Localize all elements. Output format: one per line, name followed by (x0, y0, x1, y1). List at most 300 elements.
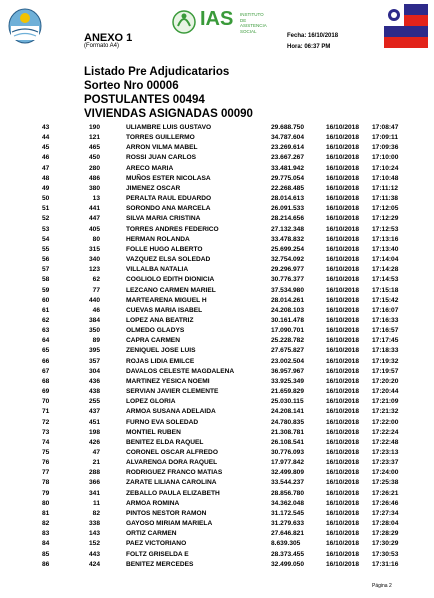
postulante-name: ARECO MARIA (126, 164, 174, 172)
sorteo-time: 17:18:33 (372, 347, 399, 355)
row-index: 61 (42, 306, 50, 314)
postulante-name: BENITEZ ELDA RAQUEL (126, 438, 204, 446)
row-index: 49 (42, 184, 50, 192)
dni: 26.108.541 (271, 438, 305, 446)
row-index: 53 (42, 225, 50, 233)
row-index: 48 (42, 174, 50, 182)
table-row (0, 123, 434, 133)
table-row (0, 174, 434, 184)
row-index: 58 (42, 276, 50, 284)
table-row (0, 509, 434, 519)
sorteo-time: 17:30:29 (372, 540, 399, 548)
sorteo-date: 16/10/2018 (326, 499, 360, 507)
sorteo-time: 17:22:48 (372, 438, 399, 446)
dni: 28.214.656 (271, 215, 305, 223)
sorteo-date: 16/10/2018 (326, 316, 360, 324)
row-index: 85 (42, 550, 50, 558)
ias-subtitle-1: INSTITUTO (240, 12, 264, 17)
ias-subtitle-2: DE ASISTENCIA (240, 17, 267, 28)
sorteo-time: 17:12:53 (372, 225, 399, 233)
sorteo-date: 16/10/2018 (326, 438, 360, 446)
ias-brand-text: IAS (200, 8, 234, 30)
sorteo-date: 16/10/2018 (326, 235, 360, 243)
sorteo-date: 16/10/2018 (326, 144, 360, 152)
table-row (0, 336, 434, 346)
postulante-name: LOPEZ GLORIA (126, 398, 176, 406)
postulante-name: PAEZ VICTORIANO (126, 540, 187, 548)
table-row (0, 529, 434, 539)
bolilla-number: 340 (88, 256, 100, 264)
sorteo-time: 17:23:13 (372, 449, 399, 456)
row-index: 73 (42, 428, 50, 436)
bolilla-number: 395 (88, 347, 100, 355)
bolilla-number: 426 (88, 438, 100, 446)
sorteo-time: 17:14:53 (372, 276, 399, 284)
anexo-title: ANEXO 1 (84, 32, 133, 44)
dni: 33.925.349 (271, 377, 305, 385)
bolilla-number: 341 (88, 489, 100, 497)
table-row (0, 286, 434, 296)
dni: 23.269.614 (271, 144, 305, 152)
bolilla-number: 441 (88, 205, 100, 213)
dni: 32.499.050 (271, 560, 305, 568)
table-row (0, 326, 434, 336)
sorteo-date: 16/10/2018 (326, 256, 360, 264)
bolilla-number: 304 (88, 367, 100, 375)
sorteo-date: 16/10/2018 (326, 184, 360, 192)
sorteo-time: 17:28:29 (372, 530, 399, 538)
row-index: 75 (42, 449, 50, 456)
sorteo-date: 16/10/2018 (326, 327, 360, 335)
row-index: 44 (42, 134, 50, 142)
dni: 24.780.835 (271, 418, 305, 426)
report-time: Hora: 06:37 PM (287, 44, 331, 50)
table-row (0, 265, 434, 275)
sorteo-time: 17:10:00 (372, 154, 399, 162)
sorteo-time: 17:22:24 (372, 428, 399, 436)
bolilla-number: 424 (88, 560, 100, 568)
bolilla-number: 123 (88, 266, 100, 274)
bolilla-number: 405 (88, 225, 100, 233)
bolilla-number: 62 (92, 276, 100, 284)
bolilla-number: 255 (88, 398, 100, 406)
sorteo-date: 16/10/2018 (326, 408, 360, 416)
sorteo-time: 17:09:36 (372, 144, 399, 152)
bolilla-number: 198 (88, 428, 100, 436)
sorteo-time: 17:20:44 (372, 388, 399, 396)
postulante-name: BENITEZ MERCEDES (126, 560, 194, 568)
postulante-name: SORONDO ANA MARCELA (126, 205, 211, 213)
table-row (0, 245, 434, 255)
ias-subtitle-3: SOCIAL (240, 28, 257, 34)
dni: 17.090.701 (271, 327, 305, 335)
row-index: 68 (42, 377, 50, 385)
bolilla-number: 190 (88, 124, 100, 131)
dni: 24.208.103 (271, 306, 305, 314)
row-index: 46 (42, 154, 50, 162)
postulante-name: COGLIOLO EDITH DIONICIA (126, 276, 215, 284)
table-row (0, 367, 434, 377)
dni: 21.659.829 (271, 388, 305, 396)
sorteo-date: 16/10/2018 (326, 134, 360, 142)
sorteo-time: 17:11:12 (372, 184, 399, 192)
sorteo-date: 16/10/2018 (326, 530, 360, 538)
dni: 29.688.750 (271, 124, 305, 131)
dni: 30.776.093 (271, 449, 305, 456)
dni: 33.481.942 (271, 164, 305, 172)
sorteo-date: 16/10/2018 (326, 347, 360, 355)
sorteo-date: 16/10/2018 (326, 266, 360, 274)
row-index: 81 (42, 509, 50, 517)
sorteo-time: 17:20:20 (372, 377, 399, 385)
postulante-name: LEZCANO CARMEN MARIEL (126, 286, 216, 294)
row-index: 65 (42, 347, 50, 355)
row-index: 78 (42, 479, 50, 487)
postulante-name: ZENIQUEL JOSE LUIS (126, 347, 196, 355)
row-index: 77 (42, 469, 50, 477)
postulante-name: LOPEZ ANA BEATRIZ (126, 316, 194, 324)
postulante-name: SILVA MARIA CRISTINA (126, 215, 201, 223)
dni: 25.228.782 (271, 337, 305, 345)
dni: 26.091.533 (271, 205, 305, 213)
postulante-name: ROSSI JUAN CARLOS (126, 154, 196, 162)
table-row (0, 153, 434, 163)
viviendas-count: VIVIENDAS ASIGNADAS 00090 (84, 108, 253, 120)
row-index: 64 (42, 337, 50, 345)
sorteo-time: 17:25:38 (372, 479, 399, 487)
row-index: 69 (42, 388, 50, 396)
anexo-subtitle: (Formato A4) (84, 43, 120, 49)
table-row (0, 448, 434, 458)
postulante-name: ALVARENGA DORA RAQUEL (126, 459, 218, 467)
postulante-name: OLMEDO GLADYS (126, 327, 185, 335)
row-index: 63 (42, 327, 50, 335)
bolilla-number: 315 (88, 245, 100, 253)
sorteo-time: 17:27:34 (372, 509, 399, 517)
sorteo-date: 16/10/2018 (326, 215, 360, 223)
table-row (0, 316, 434, 326)
row-index: 71 (42, 408, 50, 416)
bolilla-number: 380 (88, 184, 100, 192)
sorteo-date: 16/10/2018 (326, 154, 360, 162)
dni: 27.675.827 (271, 347, 305, 355)
table-row (0, 560, 434, 570)
table-row (0, 255, 434, 265)
sorteo-time: 17:24:00 (372, 469, 399, 477)
row-index: 76 (42, 459, 50, 467)
row-index: 56 (42, 256, 50, 264)
table-row (0, 397, 434, 407)
sorteo-time: 17:11:38 (372, 195, 399, 203)
sorteo-time: 17:13:40 (372, 245, 399, 253)
dni: 34.362.048 (271, 499, 305, 507)
bolilla-number: 366 (88, 479, 100, 487)
sorteo-date: 16/10/2018 (326, 520, 360, 528)
postulante-name: ARMOA ROMINA (126, 499, 180, 507)
bolilla-number: 89 (92, 337, 100, 345)
sorteo-time: 17:28:04 (372, 520, 399, 528)
sorteo-date: 16/10/2018 (326, 174, 360, 182)
bolilla-number: 82 (92, 509, 100, 517)
adjudicatarios-table (0, 123, 434, 570)
dni: 29.775.054 (271, 174, 305, 182)
table-row (0, 225, 434, 235)
sorteo-time: 17:13:16 (372, 235, 399, 243)
sorteo-time: 17:19:32 (372, 357, 399, 365)
bolilla-number: 357 (88, 357, 100, 365)
row-index: 74 (42, 438, 50, 446)
table-row (0, 164, 434, 174)
row-index: 50 (42, 195, 50, 203)
table-row (0, 357, 434, 367)
bolilla-number: 438 (88, 388, 100, 396)
row-index: 51 (42, 205, 50, 213)
bolilla-number: 152 (88, 540, 100, 548)
sorteo-time: 17:10:24 (372, 164, 399, 172)
sorteo-date: 16/10/2018 (326, 449, 360, 456)
sorteo-date: 16/10/2018 (326, 286, 360, 294)
table-row (0, 296, 434, 306)
sorteo-time: 17:14:04 (372, 256, 399, 264)
table-row (0, 346, 434, 356)
sorteo-time: 17:14:28 (372, 266, 399, 274)
list-title: Listado Pre Adjudicatarios (84, 66, 230, 78)
postulante-name: TORRES GUILLERMO (126, 134, 195, 142)
dni: 28.373.455 (271, 550, 305, 558)
sorteo-time: 17:26:21 (372, 489, 399, 497)
dni: 23.002.504 (271, 357, 305, 365)
sorteo-date: 16/10/2018 (326, 357, 360, 365)
sorteo-date: 16/10/2018 (326, 428, 360, 436)
sorteo-time: 17:16:57 (372, 327, 399, 335)
bolilla-number: 465 (88, 144, 100, 152)
postulante-name: VILLALBA NATALIA (126, 266, 189, 274)
row-index: 54 (42, 235, 50, 243)
sorteo-date: 16/10/2018 (326, 489, 360, 497)
table-row (0, 458, 434, 468)
bolilla-number: 21 (92, 459, 100, 467)
sorteo-date: 16/10/2018 (326, 377, 360, 385)
row-index: 70 (42, 398, 50, 406)
sorteo-date: 16/10/2018 (326, 560, 360, 568)
row-index: 86 (42, 560, 50, 568)
table-row (0, 194, 434, 204)
sorteo-date: 16/10/2018 (326, 195, 360, 203)
bolilla-number: 121 (88, 134, 100, 142)
table-row (0, 407, 434, 417)
row-index: 52 (42, 215, 50, 223)
sorteo-number: Sorteo Nro 00006 (84, 80, 179, 92)
table-row (0, 184, 434, 194)
table-row (0, 275, 434, 285)
bolilla-number: 46 (92, 306, 100, 314)
table-row (0, 204, 434, 214)
sorteo-date: 16/10/2018 (326, 388, 360, 396)
row-index: 79 (42, 489, 50, 497)
postulante-name: FOLTZ GRISELDA E (126, 550, 189, 558)
sorteo-time: 17:15:18 (372, 286, 399, 294)
table-row (0, 489, 434, 499)
dni: 30.776.377 (271, 276, 305, 284)
postulante-name: FOLLE HUGO ALBERTO (126, 245, 203, 253)
table-row (0, 133, 434, 143)
bolilla-number: 384 (88, 316, 100, 324)
dni: 25.699.254 (271, 245, 305, 253)
sorteo-time: 17:09:11 (372, 134, 399, 142)
sorteo-date: 16/10/2018 (326, 306, 360, 314)
dni: 21.308.781 (271, 428, 305, 436)
row-index: 47 (42, 164, 50, 172)
row-index: 57 (42, 266, 50, 274)
sorteo-date: 16/10/2018 (326, 469, 360, 477)
flag-crest-icon (384, 4, 428, 48)
postulante-name: CAPRA CARMEN (126, 337, 180, 345)
postulante-name: PINTOS NESTOR RAMON (126, 509, 207, 517)
dni: 27.132.348 (271, 225, 305, 233)
table-row (0, 539, 434, 549)
table-row (0, 377, 434, 387)
bolilla-number: 338 (88, 520, 100, 528)
bolilla-number: 288 (88, 469, 100, 477)
bolilla-number: 280 (88, 164, 100, 172)
sorteo-time: 17:16:07 (372, 306, 399, 314)
dni: 31.172.545 (271, 509, 305, 517)
page-number: Página 2 (372, 583, 392, 589)
table-row (0, 550, 434, 560)
table-row (0, 214, 434, 224)
row-index: 43 (42, 124, 50, 131)
postulante-name: HERMAN ROLANDA (126, 235, 190, 243)
postulante-name: PERALTA RAUL EDUARDO (126, 195, 212, 203)
sorteo-date: 16/10/2018 (326, 124, 360, 131)
bolilla-number: 447 (88, 215, 100, 223)
bolilla-number: 47 (92, 449, 100, 456)
row-index: 45 (42, 144, 50, 152)
postulante-name: TORRES ANDRES FEDERICO (126, 225, 219, 233)
dni: 30.161.478 (271, 316, 305, 324)
sorteo-time: 17:16:33 (372, 316, 399, 324)
sorteo-time: 17:21:09 (372, 398, 399, 406)
postulante-name: MUÑOS ESTER NICOLASA (126, 174, 211, 182)
postulante-name: ARRON VILMA MABEL (126, 144, 198, 152)
table-row (0, 306, 434, 316)
dni: 27.646.821 (271, 530, 305, 538)
dni: 25.030.115 (271, 398, 304, 406)
sorteo-date: 16/10/2018 (326, 367, 360, 375)
postulante-name: SERVIAN JAVIER CLEMENTE (126, 388, 219, 396)
row-index: 84 (42, 540, 50, 548)
sorteo-date: 16/10/2018 (326, 225, 360, 233)
postulante-name: MARTINEZ YESICA NOEMI (126, 377, 210, 385)
row-index: 62 (42, 316, 50, 324)
sorteo-date: 16/10/2018 (326, 418, 360, 426)
postulantes-count: POSTULANTES 00494 (84, 94, 205, 106)
bolilla-number: 11 (93, 499, 100, 507)
dni: 23.667.267 (271, 154, 305, 162)
bolilla-number: 437 (88, 408, 100, 416)
postulante-name: ZEBALLO PAULA ELIZABETH (126, 489, 220, 497)
sorteo-time: 17:30:53 (372, 550, 399, 558)
postulante-name: ULIAMBRE LUIS GUSTAVO (126, 124, 212, 131)
dni: 28.014.613 (271, 195, 305, 203)
table-row (0, 235, 434, 245)
table-row (0, 387, 434, 397)
row-index: 66 (42, 357, 50, 365)
sorteo-date: 16/10/2018 (326, 509, 360, 517)
sorteo-time: 17:17:45 (372, 337, 399, 345)
sorteo-date: 16/10/2018 (326, 540, 360, 548)
bolilla-number: 436 (88, 377, 100, 385)
row-index: 83 (42, 530, 50, 538)
bolilla-number: 77 (92, 286, 100, 294)
dni: 28.014.261 (271, 296, 305, 304)
sorteo-time: 17:26:46 (372, 499, 399, 507)
dni: 31.279.633 (271, 520, 305, 528)
postulante-name: ARMOA SUSANA ADELAIDA (126, 408, 216, 416)
bolilla-number: 451 (88, 418, 100, 426)
bolilla-number: 143 (88, 530, 100, 538)
sorteo-time: 17:19:57 (372, 367, 399, 375)
postulante-name: RODRIGUEZ FRANCO MATIAS (126, 469, 223, 477)
dni: 36.957.967 (271, 367, 305, 375)
dni: 32.499.809 (271, 469, 305, 477)
postulante-name: CORONEL OSCAR ALFREDO (126, 449, 218, 456)
postulante-name: MONTIEL RUBEN (126, 428, 181, 436)
dni: 33.478.832 (271, 235, 305, 243)
sorteo-time: 17:15:42 (372, 296, 399, 304)
bolilla-number: 486 (88, 174, 100, 182)
dni: 29.296.977 (271, 266, 305, 274)
bolilla-number: 80 (92, 235, 100, 243)
report-date: Fecha: 16/10/2018 (287, 33, 339, 39)
sorteo-time: 17:23:37 (372, 459, 399, 467)
dni: 24.208.141 (271, 408, 305, 416)
table-row (0, 519, 434, 529)
sorteo-time: 17:21:32 (372, 408, 399, 416)
sorteo-time: 17:08:47 (372, 124, 399, 131)
dni: 8.639.305 (271, 540, 301, 548)
postulante-name: ROJAS LIDIA EMILCE (126, 357, 195, 365)
postulante-name: VAZQUEZ ELSA SOLEDAD (126, 256, 211, 264)
postulante-name: ZARATE LILIANA CAROLINA (126, 479, 217, 487)
sorteo-time: 17:10:48 (372, 174, 399, 182)
sorteo-date: 16/10/2018 (326, 164, 360, 172)
bolilla-number: 350 (88, 327, 100, 335)
row-index: 82 (42, 520, 50, 528)
dni: 17.977.842 (271, 459, 305, 467)
sorteo-time: 17:31:16 (372, 560, 399, 568)
dni: 33.544.237 (271, 479, 305, 487)
postulante-name: MARTEARENA MIGUEL H (126, 296, 207, 304)
row-index: 59 (42, 286, 50, 294)
table-row (0, 418, 434, 428)
bolilla-number: 440 (88, 296, 100, 304)
dni: 37.534.980 (271, 286, 305, 294)
table-row (0, 143, 434, 153)
sorteo-time: 17:22:00 (372, 418, 399, 426)
postulante-name: CUEVAS MARIA ISABEL (126, 306, 203, 314)
table-row (0, 468, 434, 478)
row-index: 55 (42, 245, 50, 253)
row-index: 67 (42, 367, 50, 375)
table-row (0, 428, 434, 438)
bolilla-number: 450 (88, 154, 100, 162)
table-row (0, 438, 434, 448)
sorteo-date: 16/10/2018 (326, 398, 360, 406)
dni: 28.856.780 (271, 489, 305, 497)
province-shield-icon (6, 6, 44, 44)
postulante-name: GAYOSO MIRIAM MARIELA (126, 520, 213, 528)
